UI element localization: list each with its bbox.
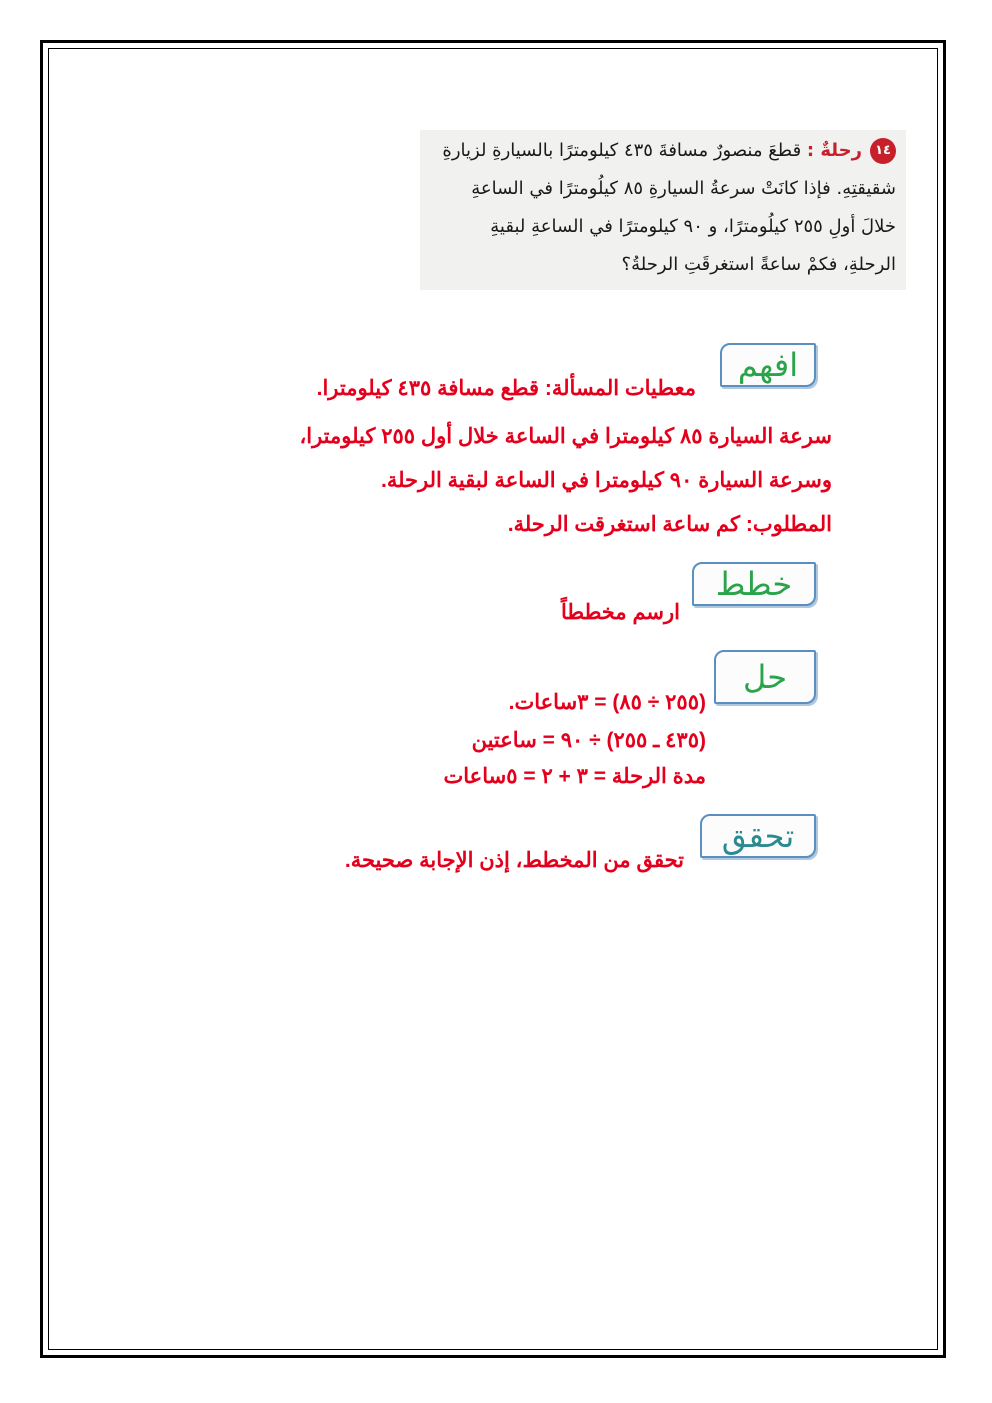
understand-line-3: وسرعة السيارة ٩٠ كيلومترا في الساعة لبقية الرحلة. bbox=[380, 469, 832, 492]
understand-line-1: معطيات المسألة: قطع مسافة ٤٣٥ كيلومترا. bbox=[316, 377, 696, 400]
problem-excerpt bbox=[420, 130, 906, 290]
understand-line-4: المطلوب: كم ساعة استغرقت الرحلة. bbox=[507, 513, 832, 536]
problem-line-3: خلالَ أولِ ٢٥٥ كيلُومترًا، و ٩٠ كيلومترًا في الساعةِ لبقيةِ bbox=[490, 216, 896, 237]
solve-step-box: حل bbox=[714, 650, 816, 704]
problem-line-4: الرحلةِ، فكمْ ساعةً استغرقَتِ الرحلةُ؟ bbox=[621, 254, 896, 275]
problem-line-2: شقيقتِهِ. فإذا كانَتْ سرعةُ السيارةِ ٨٥ كيلُومترًا في الساعةِ bbox=[471, 178, 896, 199]
check-step-box: تحقق bbox=[700, 814, 816, 858]
problem-text-1: قطعَ منصورٌ مسافةَ ٤٣٥ كيلومترًا بالسيارةِ لزيارةِ bbox=[442, 140, 802, 161]
solve-line-1: (٢٥٥ ÷ ٨٥) = ٣ساعات. bbox=[508, 691, 706, 714]
plan-text: ارسم مخططاً bbox=[560, 601, 680, 624]
problem-label: رحلةٌ : bbox=[806, 140, 862, 161]
solve-line-3: مدة الرحلة = ٣ + ٢ = ٥ساعات bbox=[443, 765, 706, 788]
understand-step-box: افهم bbox=[720, 343, 816, 387]
problem-number-badge: ١٤ bbox=[870, 138, 896, 164]
plan-step-box: خطط bbox=[692, 562, 816, 606]
check-text: تحقق من المخطط، إذن الإجابة صحيحة. bbox=[344, 849, 684, 872]
problem-line-1 bbox=[442, 138, 896, 164]
understand-line-2: سرعة السيارة ٨٥ كيلومترا في الساعة خلال أول ٢٥٥ كيلومترا، bbox=[299, 425, 832, 448]
solve-line-2: (٤٣٥ ـ ٢٥٥) ÷ ٩٠ = ساعتين bbox=[471, 729, 706, 752]
